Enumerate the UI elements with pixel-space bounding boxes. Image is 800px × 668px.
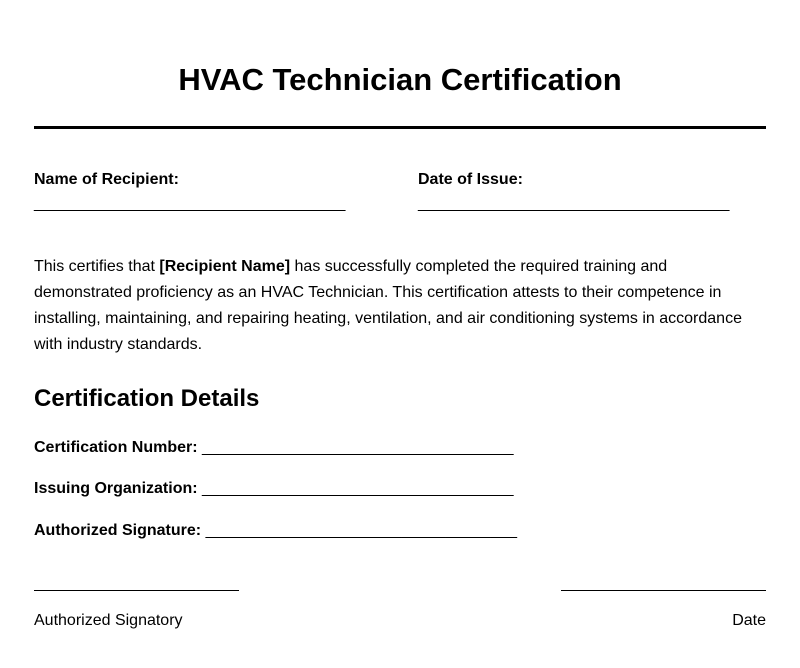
certification-details-heading: Certification Details [34,385,260,412]
certificate-page [34,0,766,668]
certification-number-label: Certification Number: [34,439,203,456]
certification-statement [34,254,766,358]
issuing-organization-blank: ___________________________________ [202,480,514,497]
signatory-signature-line [34,589,239,591]
statement-intro: This certifies that [34,258,160,275]
authorized-signature-label: Authorized Signature: [34,522,206,539]
certification-number-row [34,439,513,457]
signature-date-label: Date [732,612,766,629]
date-of-issue-blank: ___________________________________ [418,195,730,212]
certification-number-blank: ___________________________________ [202,439,514,456]
issuing-organization-label: Issuing Organization: [34,480,203,497]
certificate-title: HVAC Technician Certification [178,62,622,97]
authorized-signature-row [34,522,517,540]
title-divider [34,126,766,129]
recipient-name-blank: ___________________________________ [34,195,346,212]
statement-text: has successfully completed the required training and demonstrated proficiency as an HVAC Technician. This certification attests to their competence in installing, maintaining, and repairing heating, ventilation, and air conditioning systems in accordance with industry standards. [34,258,742,353]
recipient-placeholder: [Recipient Name] [159,258,291,275]
authorized-signatory-label: Authorized Signatory [34,612,183,629]
date-signature-line [561,589,766,591]
issuing-organization-row [34,480,513,498]
date-of-issue-label: Date of Issue: [418,171,523,188]
authorized-signature-blank: ___________________________________ [205,522,518,539]
recipient-name-label: Name of Recipient: [34,171,179,188]
